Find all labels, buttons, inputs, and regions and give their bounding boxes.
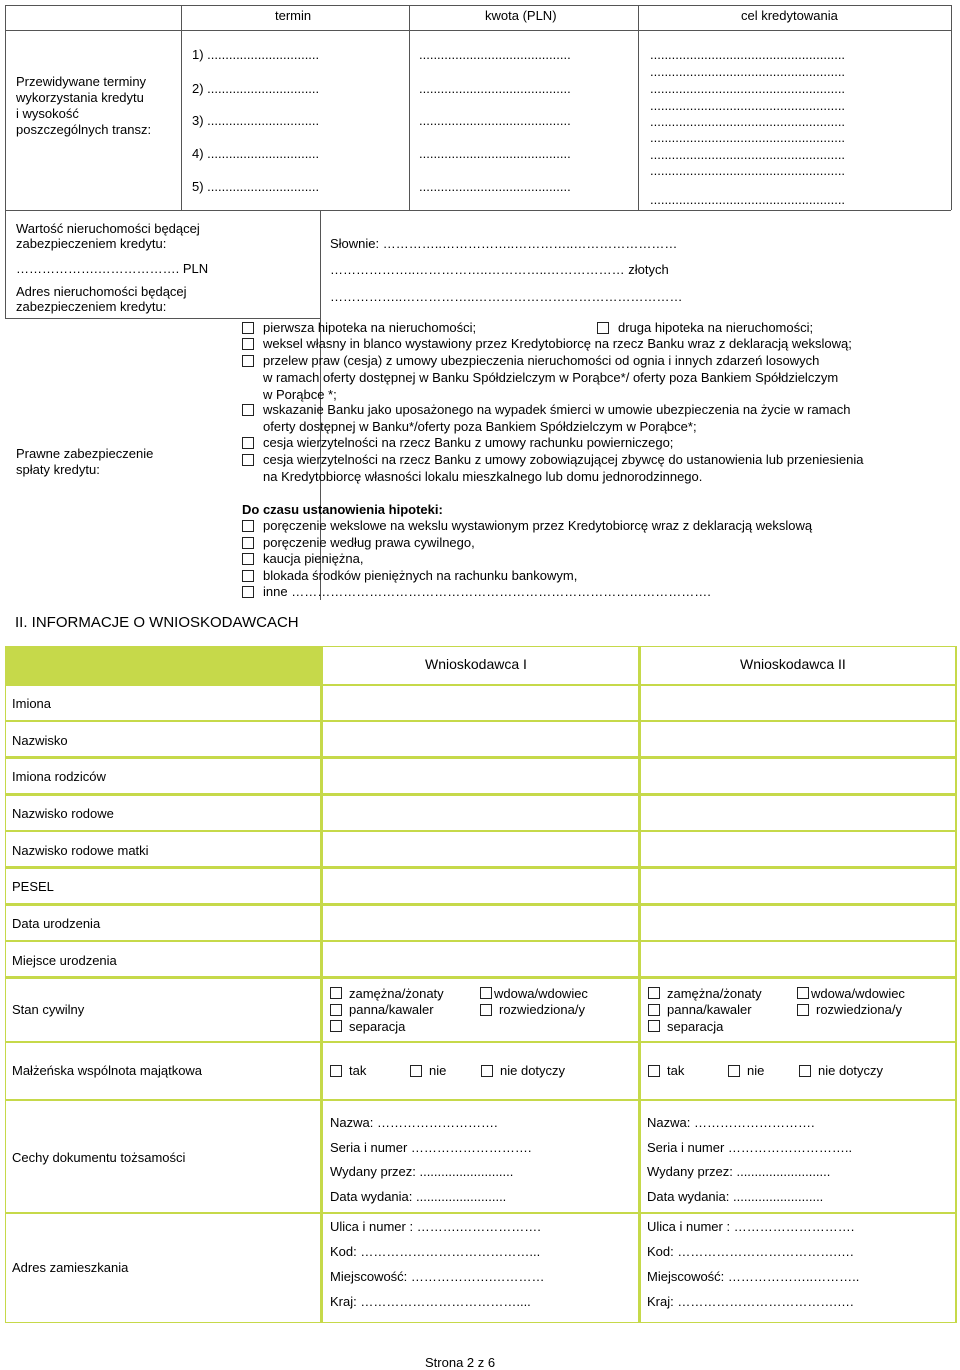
- purpose-field[interactable]: ......................................................: [650, 64, 846, 79]
- header-amount: kwota (PLN): [485, 8, 557, 23]
- property-value-field[interactable]: ……………….………………. PLN: [16, 261, 209, 276]
- community-yes-checkbox-2[interactable]: [648, 1065, 660, 1077]
- civil-guarantee-checkbox[interactable]: [242, 537, 254, 549]
- funds-block-checkbox[interactable]: [242, 570, 254, 582]
- funds-block-label: blokada środków pieniężnych na rachunku bankowym,: [263, 568, 578, 583]
- col-divider: [638, 686, 641, 1322]
- life-insurance-label: wskazanie Banku jako uposażonego na wypadek śmierci w umowie ubezpieczenia na życie w ramach: [263, 402, 851, 417]
- table-border: [409, 5, 410, 210]
- table-border: [5, 318, 320, 319]
- id-number-field-2[interactable]: Seria i numer ………………………..: [647, 1140, 853, 1155]
- id-name-field-2[interactable]: Nazwa: ……………………….: [647, 1115, 815, 1130]
- property-value-label: Wartość nieruchomości będącej: [16, 221, 200, 236]
- second-mortgage-checkbox[interactable]: [597, 322, 609, 334]
- in-words-field[interactable]: ……………..……………..…………………………………………: [330, 289, 683, 304]
- amount-field-1[interactable]: ..........................................: [419, 47, 571, 62]
- divorced-checkbox-1[interactable]: [480, 1004, 492, 1016]
- single-checkbox-1[interactable]: [330, 1004, 342, 1016]
- community-na-checkbox-2[interactable]: [799, 1065, 811, 1077]
- table-border: [181, 5, 182, 210]
- applicant-2-header: Wnioskodawca II: [740, 656, 846, 672]
- header-purpose: cel kredytowania: [741, 8, 838, 23]
- table-border: [5, 5, 951, 6]
- property-value-label: zabezpieczeniem kredytu:: [16, 236, 167, 251]
- married-label: zamężna/żonaty: [349, 986, 444, 1001]
- row-cell: [6, 759, 955, 793]
- insurance-assignment-label: w ramach oferty dostępnej w Banku Spółdzielczym w Porąbce*/ oferty poza Bankiem Spółdzielczym: [263, 370, 839, 385]
- community-no-checkbox-1[interactable]: [410, 1065, 422, 1077]
- divorced-label: rozwiedziona/y: [816, 1002, 902, 1017]
- blank-note-label: weksel własny in blanco wystawiony przez Kredytobiorcę na rzecz Banku wraz z deklaracją wekslową;: [263, 336, 852, 351]
- amount-field-2[interactable]: ..........................................: [419, 81, 571, 96]
- security-label: spłaty kredytu:: [16, 462, 100, 477]
- row-label-birth-place: Miejsce urodzenia: [12, 953, 117, 968]
- separated-label: separacja: [667, 1019, 724, 1034]
- row-cell: [6, 869, 955, 903]
- header-term: termin: [275, 8, 312, 23]
- widowed-label: wdowa/wdowiec: [494, 986, 588, 1001]
- trust-account-checkbox[interactable]: [242, 437, 254, 449]
- bill-guarantee-checkbox[interactable]: [242, 520, 254, 532]
- until-mortgage-heading: Do czasu ustanowienia hipoteki:: [242, 502, 443, 517]
- row-cell: [6, 686, 955, 720]
- tranche-label: i wysokość: [16, 106, 79, 121]
- row-label-parents: Imiona rodziców: [12, 769, 106, 784]
- tranche-label: wykorzystania kredytu: [16, 90, 144, 105]
- amount-field-3[interactable]: ..........................................: [419, 113, 571, 128]
- divorced-checkbox-2[interactable]: [797, 1004, 809, 1016]
- id-issued-by-field-2[interactable]: Wydany przez: ..........................: [647, 1164, 831, 1179]
- widowed-label: wdowa/wdowiec: [811, 986, 905, 1001]
- separated-label: separacja: [349, 1019, 406, 1034]
- community-yes-checkbox-1[interactable]: [330, 1065, 342, 1077]
- section-title: II. INFORMACJE O WNIOSKODAWCACH: [15, 614, 299, 631]
- row-cell: [6, 722, 955, 756]
- street-field-1[interactable]: Ulica i numer : ……….……………….: [330, 1219, 541, 1234]
- row-label-first-names: Imiona: [12, 696, 52, 711]
- row-label-pesel: PESEL: [12, 879, 54, 894]
- id-name-field-1[interactable]: Nazwa: ……………………….: [330, 1115, 498, 1130]
- id-number-field-1[interactable]: Seria i numer ……………………….: [330, 1140, 532, 1155]
- row-label-marital: Stan cywilny: [12, 1002, 85, 1017]
- separated-checkbox-1[interactable]: [330, 1020, 342, 1032]
- row-label-address: Adres zamieszkania: [12, 1260, 129, 1275]
- single-checkbox-2[interactable]: [648, 1004, 660, 1016]
- row-label-surname: Nazwisko: [12, 733, 68, 748]
- divorced-label: rozwiedziona/y: [499, 1002, 585, 1017]
- security-label: Prawne zabezpieczenie: [16, 446, 154, 461]
- purpose-field[interactable]: ......................................................: [650, 163, 846, 178]
- postal-code-field-2[interactable]: Kod: ……………………………….….: [647, 1244, 854, 1259]
- buyer-obligation-label: na Kredytobiorcę własności lokalu mieszkalnego lub domu jednorodzinnego.: [263, 469, 703, 484]
- postal-code-field-1[interactable]: Kod: …………………………………...: [330, 1244, 541, 1259]
- married-checkbox-1[interactable]: [330, 987, 342, 999]
- community-no-label: nie: [747, 1063, 765, 1078]
- col-divider: [320, 686, 323, 1322]
- id-issued-by-field-1[interactable]: Wydany przez: ..........................: [330, 1164, 514, 1179]
- cash-deposit-label: kaucja pieniężna,: [263, 551, 364, 566]
- term-field-1[interactable]: 1) ...............................: [192, 47, 320, 62]
- married-checkbox-2[interactable]: [648, 987, 660, 999]
- blank-note-checkbox[interactable]: [242, 338, 254, 350]
- widowed-checkbox-2[interactable]: [797, 987, 809, 999]
- life-insurance-checkbox[interactable]: [242, 404, 254, 416]
- second-mortgage-label: druga hipoteka na nieruchomości;: [618, 320, 814, 335]
- widowed-checkbox-1[interactable]: [480, 987, 492, 999]
- row-cell: [6, 906, 955, 940]
- id-issue-date-field-1[interactable]: Data wydania: .........................: [330, 1189, 507, 1204]
- insurance-assignment-label: w Porąbce *;: [263, 387, 337, 402]
- in-words-field[interactable]: Słownie: …………..……………..…………..……………………: [330, 236, 678, 251]
- row-cell: [6, 796, 955, 830]
- other-security-checkbox[interactable]: [242, 586, 254, 598]
- first-mortgage-label: pierwsza hipoteka na nieruchomości;: [263, 320, 477, 335]
- buyer-obligation-checkbox[interactable]: [242, 454, 254, 466]
- community-na-checkbox-1[interactable]: [481, 1065, 493, 1077]
- other-security-label: inne …………………………………………………………………………………….: [263, 584, 711, 599]
- insurance-assignment-checkbox[interactable]: [242, 355, 254, 367]
- amount-field-5[interactable]: ..........................................: [419, 179, 571, 194]
- row-label-family-name: Nazwisko rodowe: [12, 806, 114, 821]
- term-field-5[interactable]: 5) ...............................: [192, 179, 320, 194]
- property-address-label: zabezpieczeniem kredytu:: [16, 299, 167, 314]
- separated-checkbox-2[interactable]: [648, 1020, 660, 1032]
- cash-deposit-checkbox[interactable]: [242, 553, 254, 565]
- property-address-label: Adres nieruchomości będącej: [16, 284, 187, 299]
- row-label-id: Cechy dokumentu tożsamości: [12, 1150, 186, 1165]
- purpose-field[interactable]: ......................................................: [650, 147, 846, 162]
- purpose-field[interactable]: ......................................................: [650, 192, 846, 207]
- country-field-2[interactable]: Kraj: ……………………………….….: [647, 1294, 854, 1309]
- page-number: Strona 2 z 6: [425, 1355, 496, 1370]
- term-field-3[interactable]: 3) ...............................: [192, 113, 320, 128]
- community-yes-label: tak: [667, 1063, 685, 1078]
- purpose-field[interactable]: ......................................................: [650, 47, 846, 62]
- country-field-1[interactable]: Kraj: ………………………………....: [330, 1294, 531, 1309]
- community-yes-label: tak: [349, 1063, 367, 1078]
- married-label: zamężna/żonaty: [667, 986, 762, 1001]
- term-field-2[interactable]: 2) ...............................: [192, 81, 320, 96]
- purpose-field[interactable]: ......................................................: [650, 98, 846, 113]
- table-border: [638, 5, 639, 210]
- table-border: [5, 5, 6, 318]
- community-no-label: nie: [429, 1063, 447, 1078]
- row-label-mother-name: Nazwisko rodowe matki: [12, 843, 149, 858]
- id-issue-date-field-2[interactable]: Data wydania: .........................: [647, 1189, 824, 1204]
- table-border: [951, 5, 952, 210]
- street-field-2[interactable]: Ulica i numer : ……………………….: [647, 1219, 855, 1234]
- row-label-birth-date: Data urodzenia: [12, 916, 101, 931]
- applicant-1-header: Wnioskodawca I: [425, 656, 527, 672]
- city-field-1[interactable]: Miejscowość: ……………….…………: [330, 1269, 545, 1284]
- tranche-label: poszczególnych transz:: [16, 122, 152, 137]
- table-border: [5, 30, 951, 31]
- row-label-community: Małżeńska wspólnota majątkowa: [12, 1063, 203, 1078]
- life-insurance-label: oferty dostępnej w Banku*/oferty poza Bankiem Spółdzielczym w Porąbce*;: [263, 419, 697, 434]
- buyer-obligation-label: cesja wierzytelności na rzecz Banku z umowy zobowiązującej zbywcę do ustanowienia lub przeniesienia: [263, 452, 864, 467]
- bill-guarantee-label: poręczenie wekslowe na wekslu wystawionym przez Kredytobiorcę wraz z deklaracją wekslową: [263, 518, 813, 533]
- row-cell: [6, 942, 955, 976]
- single-label: panna/kawaler: [349, 1002, 434, 1017]
- insurance-assignment-label: przelew praw (cesja) z umowy ubezpieczenia nieruchomości od ognia i innych zdarzeń losowych: [263, 353, 820, 368]
- amount-field-4[interactable]: ..........................................: [419, 146, 571, 161]
- civil-guarantee-label: poręczenie według prawa cywilnego,: [263, 535, 475, 550]
- city-field-2[interactable]: Miejscowość: ………………..………..: [647, 1269, 860, 1284]
- community-na-label: nie dotyczy: [500, 1063, 566, 1078]
- table-border: [5, 210, 951, 211]
- trust-account-label: cesja wierzytelności na rzecz Banku z umowy rachunku powierniczego;: [263, 435, 674, 450]
- term-field-4[interactable]: 4) ...............................: [192, 146, 320, 161]
- community-no-checkbox-2[interactable]: [728, 1065, 740, 1077]
- purpose-field[interactable]: ......................................................: [650, 130, 846, 145]
- purpose-field[interactable]: ......................................................: [650, 81, 846, 96]
- first-mortgage-checkbox[interactable]: [242, 322, 254, 334]
- single-label: panna/kawaler: [667, 1002, 752, 1017]
- tranche-label: Przewidywane terminy: [16, 74, 147, 89]
- purpose-field[interactable]: ......................................................: [650, 114, 846, 129]
- community-na-label: nie dotyczy: [818, 1063, 884, 1078]
- in-words-field[interactable]: ………………..……………..…………..……………… złotych: [330, 262, 669, 277]
